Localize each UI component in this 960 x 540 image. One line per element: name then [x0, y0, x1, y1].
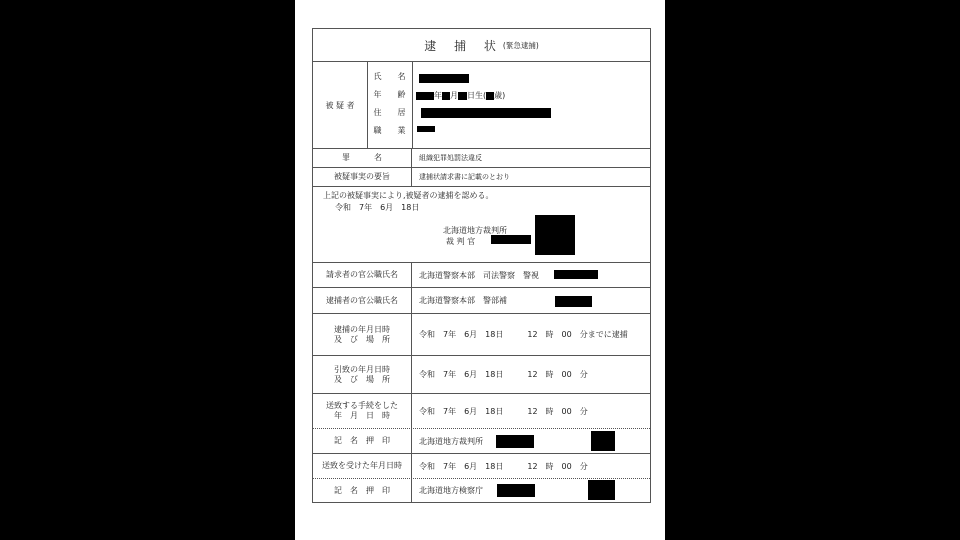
court-seal-label: 記 名 押 印	[313, 429, 412, 453]
arrest-warrant-form	[312, 28, 651, 503]
age-redaction	[486, 92, 494, 100]
birth-day-redaction	[458, 92, 467, 100]
name-redaction	[419, 74, 469, 83]
address-redaction	[421, 108, 551, 118]
arrester-label: 逮捕者の官公職氏名	[313, 288, 412, 313]
transfer-time-row	[313, 394, 650, 429]
suspect-block	[313, 62, 650, 149]
requester-row	[313, 263, 650, 288]
arrest-time-label: 逮捕の年月日時 及 び 場 所	[313, 314, 412, 355]
title-row	[313, 29, 650, 62]
summary-label: 被疑事実の要旨	[313, 168, 412, 186]
approval-date: 令和 7年 6月 18日	[335, 203, 420, 212]
suspect-group-label: 被 疑 者	[325, 100, 355, 110]
age-value: 年 月 日生( 歳)	[416, 90, 505, 101]
birth-year-redaction	[416, 92, 434, 100]
court-seal-row	[313, 429, 650, 454]
received-time-value: 令和 7年 6月 18日 12 時 00 分	[419, 461, 588, 471]
occupation-label: 職 業	[373, 126, 406, 135]
age-label: 年 齢	[373, 90, 406, 99]
prosecutor-name-redaction	[497, 484, 535, 497]
address-label: 住 居	[373, 108, 406, 117]
arrester-row	[313, 288, 650, 314]
prosecutor-seal-value: 北海道地方検察庁	[419, 486, 483, 495]
prosecutor-seal-label: 記 名 押 印	[313, 479, 412, 502]
prosecutor-seal-redaction	[588, 480, 615, 500]
name-label: 氏 名	[373, 72, 406, 81]
court-seal-value: 北海道地方裁判所	[419, 436, 483, 446]
prosecutor-seal-row	[313, 479, 650, 502]
approval-block	[313, 187, 650, 263]
arrester-name-redaction	[555, 296, 592, 307]
requester-label: 請求者の官公職氏名	[313, 263, 412, 287]
document-title-note: (緊急逮捕)	[502, 40, 539, 50]
received-time-row	[313, 454, 650, 479]
received-time-label: 送致を受けた年月日時	[313, 454, 412, 478]
judge-seal-redaction	[535, 215, 575, 255]
suspect-group-label-cell	[313, 62, 368, 148]
crime-value: 組織犯罪処罰法違反	[419, 154, 482, 162]
suspect-field-labels	[367, 62, 413, 148]
custody-time-row	[313, 356, 650, 394]
transfer-time-value: 令和 7年 6月 18日 12 時 00 分	[419, 406, 588, 416]
requester-name-redaction	[554, 270, 598, 279]
court-seal-redaction	[591, 431, 615, 451]
summary-row	[313, 168, 650, 187]
judge-name-redaction	[491, 235, 531, 244]
document-title: 逮 捕 状	[424, 38, 503, 53]
arrest-time-row	[313, 314, 650, 356]
court-name: 北海道地方裁判所	[443, 226, 507, 235]
custody-time-value: 令和 7年 6月 18日 12 時 00 分	[419, 370, 588, 379]
approval-statement: 上記の被疑事実により,被疑者の逮捕を認める。	[323, 191, 494, 200]
custody-time-label: 引致の年月日時 及 び 場 所	[313, 356, 412, 393]
crime-row	[313, 149, 650, 168]
transfer-time-label: 送致する手続をした 年 月 日 時	[313, 394, 412, 428]
arrester-value: 北海道警察本部 警部補	[419, 296, 507, 305]
occupation-redaction	[417, 126, 435, 132]
summary-value: 逮捕状請求書に記載のとおり	[419, 173, 510, 181]
birth-month-redaction	[442, 92, 450, 100]
arrest-time-value: 令和 7年 6月 18日 12 時 00 分までに逮捕	[419, 330, 628, 339]
requester-value: 北海道警察本部 司法警察 警視	[419, 270, 539, 280]
court-clerk-redaction	[496, 435, 534, 448]
judge-label: 裁 判 官	[446, 237, 476, 246]
crime-label: 罪 名	[313, 149, 412, 167]
